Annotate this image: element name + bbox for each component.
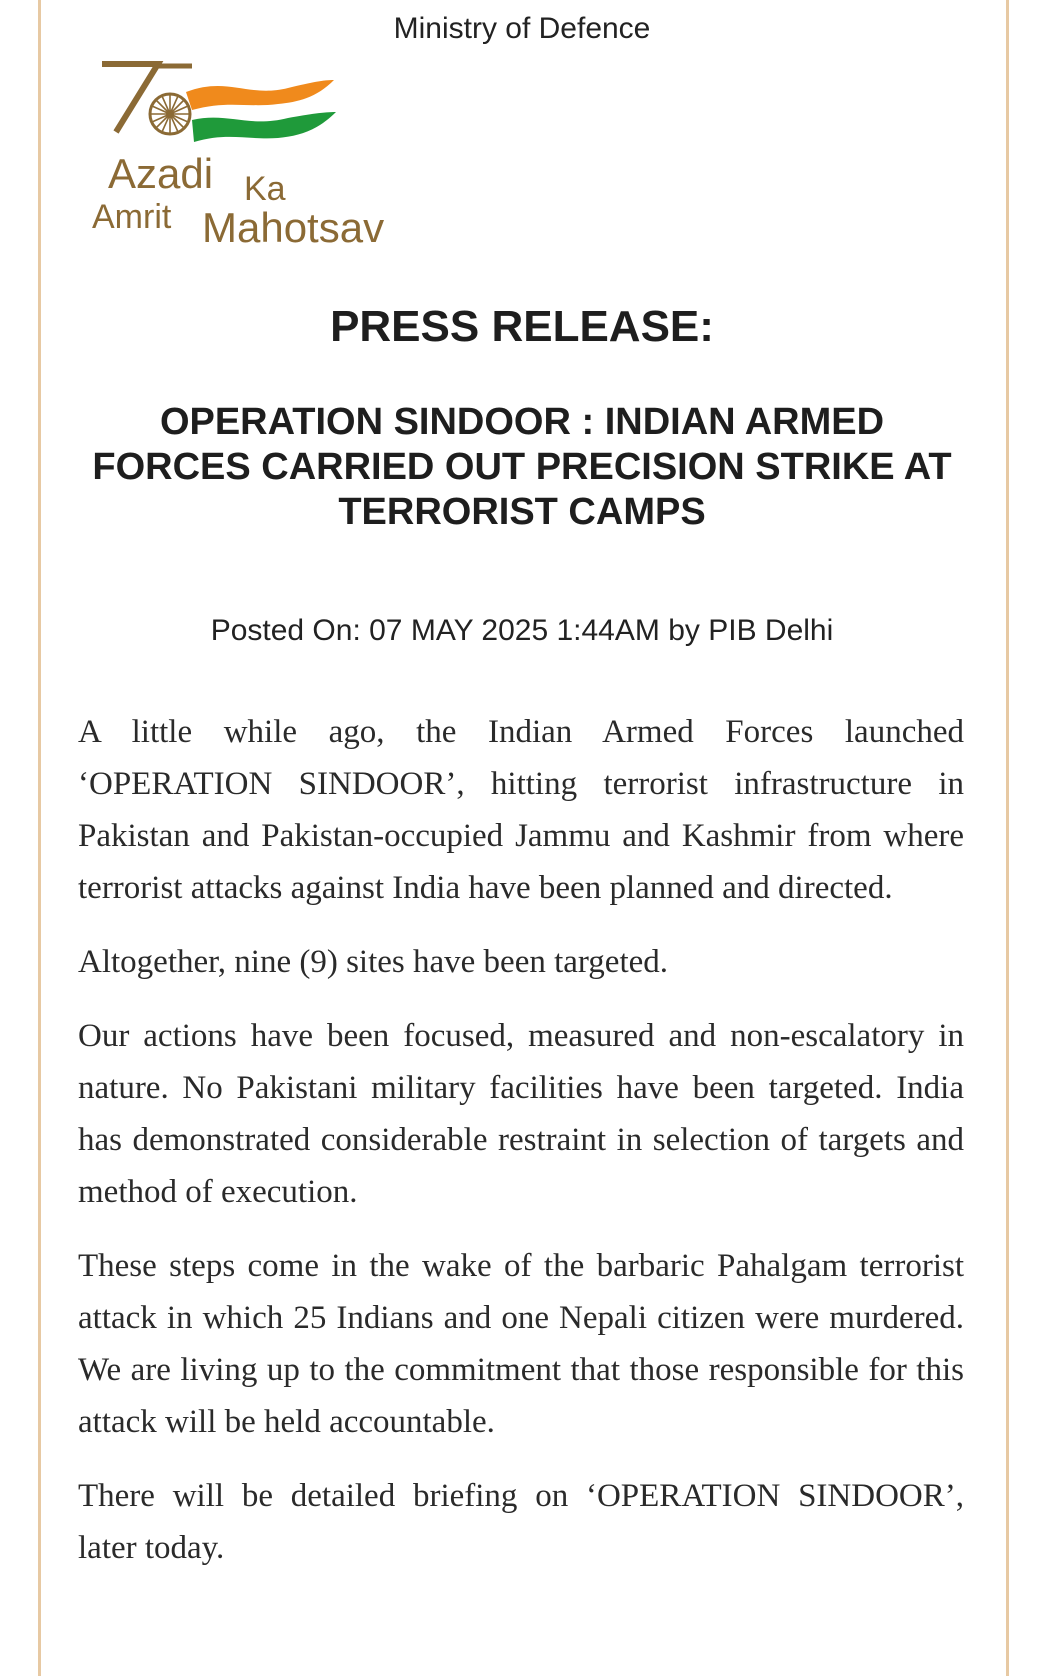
logo-azadi-text: Azadi — [108, 150, 214, 197]
body-paragraph: A little while ago, the Indian Armed Forces launched ‘OPERATION SINDOOR’, hitting terrorist infrastructure in Pakistan and Pakistan-occupied Jammu and Kashmir from where terrorist attacks against India have been planned and directed. — [78, 714, 964, 906]
body-paragraph: Altogether, nine (9) sites have been targeted. — [78, 944, 669, 980]
press-release-title: PRESS RELEASE: — [330, 302, 714, 351]
body-paragraph: These steps come in the wake of the barbaric Pahalgam terrorist attack in which 25 Indians and one Nepali citizen were murdered. We are living up to the commitment that those responsible for this attack will be held accountable. — [78, 1248, 964, 1440]
body-paragraph: There will be detailed briefing on ‘OPERATION SINDOOR’, later today. — [78, 1478, 964, 1566]
headline: OPERATION SINDOOR : INDIAN ARMED FORCES CARRIED OUT PRECISION STRIKE AT TERRORIST CAMPS — [92, 401, 952, 533]
logo-amrit-text: Amrit — [92, 198, 172, 236]
right-border — [1006, 0, 1009, 1676]
left-border — [38, 0, 41, 1676]
press-release-body — [78, 706, 964, 1596]
logo-mahotsav-text: Mahotsav — [202, 204, 385, 251]
posted-on-line: Posted On: 07 MAY 2025 1:44AM by PIB Delhi — [210, 614, 834, 647]
body-paragraph: Our actions have been focused, measured and non-escalatory in nature. No Pakistani military facilities have been targeted. India has demonstrated considerable restraint in selection of targets and method of execution. — [78, 1018, 964, 1210]
azadi-ka-amrit-mahotsav-logo — [88, 58, 428, 258]
logo-ka-text: Ka — [244, 170, 286, 208]
ministry-name: Ministry of Defence — [393, 12, 651, 45]
